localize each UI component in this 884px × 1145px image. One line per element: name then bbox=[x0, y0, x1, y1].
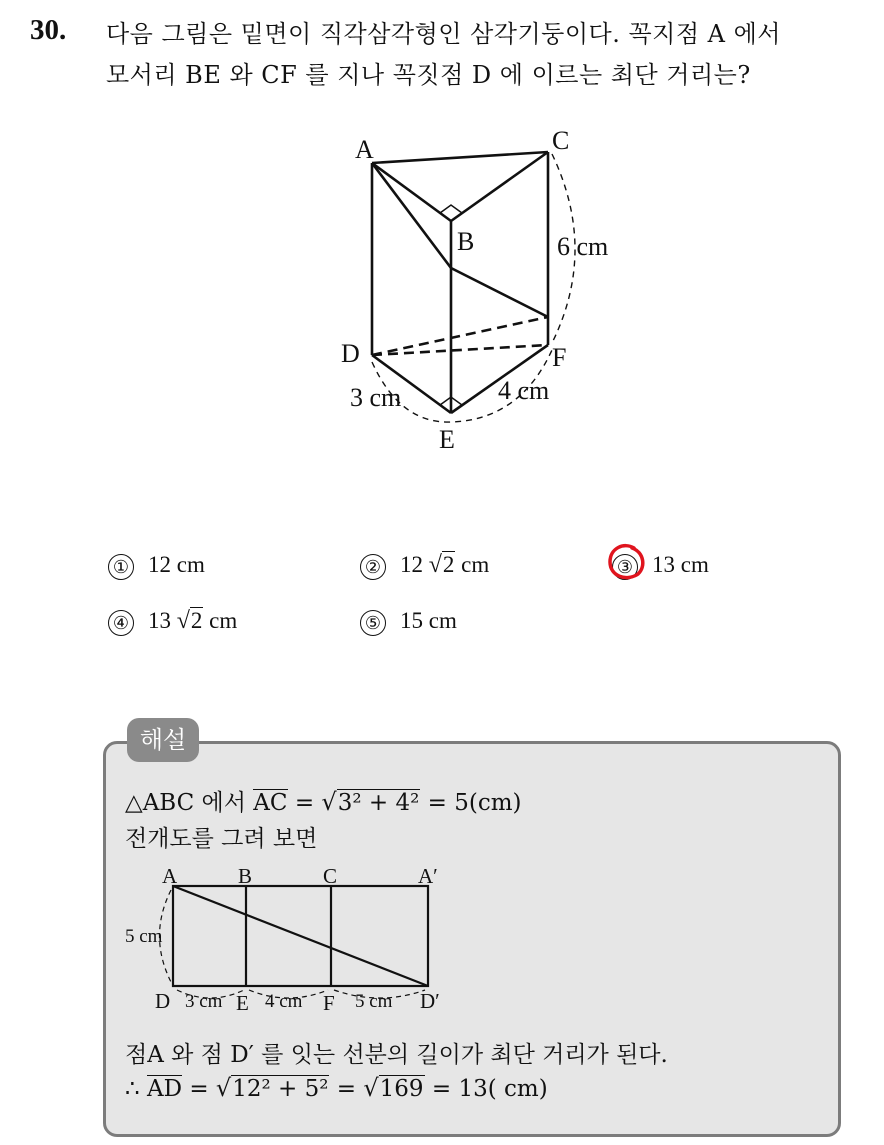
choice-unit: cm bbox=[209, 608, 238, 633]
edge-bc bbox=[451, 152, 548, 221]
choice-1[interactable] bbox=[108, 552, 205, 580]
net-de-label: 3 cm bbox=[185, 991, 223, 1012]
sqrt-sign: √ bbox=[176, 608, 190, 634]
question-text-line2: 모서리 BE 와 CF 를 지나 꼭짓점 D 에 이르는 최단 거리는? bbox=[106, 61, 751, 89]
net-label-e: E bbox=[236, 991, 249, 1015]
sqrt-sign: √ bbox=[428, 552, 442, 578]
question-number: 30. bbox=[30, 14, 67, 46]
net-label-b: B bbox=[238, 864, 253, 888]
choice-number: ④ bbox=[108, 610, 134, 636]
net-label-f: F bbox=[323, 991, 335, 1015]
segment-ac: AC bbox=[253, 790, 288, 816]
net-diagonal-ad bbox=[173, 886, 428, 986]
solution-line2: 전개도를 그려 보면 bbox=[125, 826, 318, 852]
choice-5[interactable] bbox=[360, 608, 457, 636]
vertex-d-label: D bbox=[341, 339, 360, 368]
radicand-1: 3² + 4² bbox=[337, 790, 420, 816]
choice-text: 12 cm bbox=[148, 552, 205, 577]
therefore-symbol: ∴ bbox=[125, 1076, 140, 1102]
right-angle-b bbox=[440, 205, 462, 213]
edge-ac bbox=[372, 152, 548, 163]
question-text-line1: 다음 그림은 밑면이 직각삼각형인 삼각기둥이다. 꼭지점 A 에서 bbox=[106, 20, 781, 48]
choice-coefficient: 12 bbox=[400, 552, 423, 577]
choice-radicand: 2 bbox=[442, 552, 455, 577]
vertex-b-label: B bbox=[457, 227, 475, 256]
net-side-label: 5 cm bbox=[125, 926, 163, 947]
ef-label: 4 cm bbox=[498, 376, 550, 405]
choice-number: ① bbox=[108, 554, 134, 580]
de-label: 3 cm bbox=[350, 383, 402, 412]
net-label-a-prime: A′ bbox=[418, 864, 438, 888]
choice-2[interactable] bbox=[360, 552, 489, 580]
sqrt-sign: √ bbox=[215, 1074, 232, 1102]
result-1: = 5(cm) bbox=[427, 790, 522, 816]
solution-line1: △ABC 에서 AC = √3² + 4² = 5(cm) bbox=[125, 788, 522, 816]
edge-ab bbox=[372, 163, 451, 221]
solution-line3: 점A 와 점 D′ 를 잇는 선분의 길이가 최단 거리가 된다. bbox=[125, 1042, 668, 1068]
segment-ad: AD bbox=[146, 1076, 183, 1102]
height-label: 6 cm bbox=[557, 232, 609, 261]
vertex-c-label: C bbox=[552, 126, 570, 155]
net-fd-label: 5 cm bbox=[355, 991, 393, 1012]
triangle-abc: △ABC 에서 bbox=[125, 790, 246, 816]
vertex-f-label: F bbox=[552, 343, 567, 372]
result-2: = 13( cm) bbox=[431, 1076, 548, 1102]
net-diagram bbox=[120, 858, 460, 1018]
solution-tag: 해설 bbox=[127, 718, 199, 762]
net-label-d: D bbox=[155, 989, 171, 1013]
choice-unit: cm bbox=[461, 552, 490, 577]
prism-figure bbox=[330, 125, 640, 460]
vertex-e-label: E bbox=[439, 425, 455, 454]
choice-radicand: 2 bbox=[190, 608, 203, 633]
sqrt-sign: √ bbox=[363, 1074, 379, 1102]
solution-line4: ∴ AD = √12² + 5² = √169 = 13( cm) bbox=[125, 1074, 548, 1102]
choice-text: 15 cm bbox=[400, 608, 457, 633]
answer-circle-mark bbox=[604, 540, 648, 584]
net-label-a: A bbox=[162, 864, 178, 888]
vertex-a-label: A bbox=[355, 135, 374, 164]
net-label-d-prime: D′ bbox=[420, 989, 440, 1013]
sqrt-sign: √ bbox=[321, 788, 337, 816]
choice-number: ⑤ bbox=[360, 610, 386, 636]
radicand-3: 169 bbox=[379, 1076, 424, 1102]
choice-coefficient: 13 bbox=[148, 608, 171, 633]
net-ef-label: 4 cm bbox=[265, 991, 303, 1012]
choice-text: 13 cm bbox=[652, 552, 709, 577]
radicand-2: 12² + 5² bbox=[232, 1076, 329, 1102]
choice-number: ② bbox=[360, 554, 386, 580]
net-label-c: C bbox=[323, 864, 338, 888]
edge-df-hidden bbox=[372, 345, 548, 355]
choice-number: ③ bbox=[612, 554, 638, 580]
choice-4[interactable] bbox=[108, 608, 237, 636]
